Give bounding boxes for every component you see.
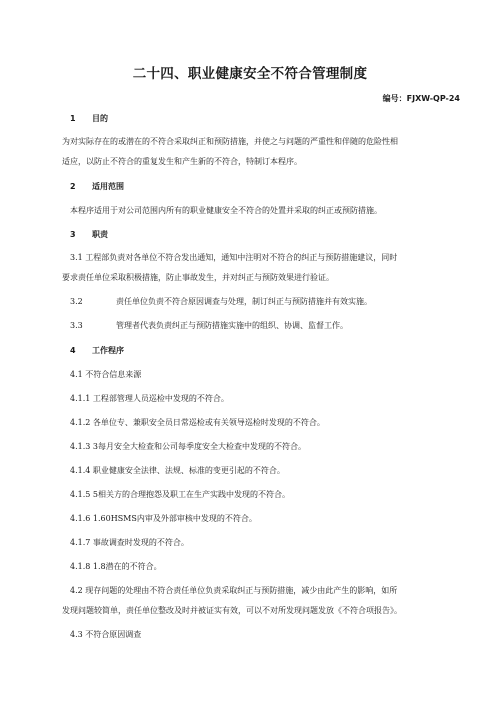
document-title: 二十四、职业健康安全不符合管理制度 <box>132 66 368 82</box>
list-item: 4.1.1 工程部管理人员巡检中发现的不符合。 <box>70 394 229 403</box>
paragraph-line: 要求责任单位采取积极措施，防止事故发生，并对纠正与预防效果进行验证。 <box>62 273 334 282</box>
paragraph-line: 本程序适用于对公司范围内所有的职业健康安全不符合的处置并采取的纠正或预防措施。 <box>70 206 382 215</box>
list-item: 4.1.4 职业健康安全法律、法规、标准的变更引起的不符合。 <box>70 466 285 475</box>
list-item <box>70 320 348 331</box>
list-item: 4.1 不符合信息来源 <box>70 370 142 379</box>
paragraph-line: 为对实际存在的或潜在的不符合采取纠正和预防措施，并使之与问题的严重性和伴随的危险性相 <box>62 137 398 146</box>
section-title: 目的 <box>92 114 108 123</box>
section-2-heading <box>70 181 124 192</box>
list-item: 4.3 不符合原因调查 <box>70 630 142 639</box>
section-title: 适用范围 <box>92 182 124 191</box>
item-number: 3.3 <box>70 321 83 330</box>
paragraph-line: 发现问题较简单，责任单位整改及时并被证实有效，可以不对所发现问题发放《不符合项报告》。 <box>62 606 402 615</box>
section-title: 职责 <box>92 230 108 239</box>
section-number: 2 <box>70 182 76 191</box>
list-item: 4.1.8 1.8潜在的不符合。 <box>70 562 162 571</box>
section-number: 4 <box>70 346 76 355</box>
item-text: 管理者代表负责纠正与预防措施实施中的组织、协调、监督工作。 <box>116 321 348 330</box>
section-title: 工作程序 <box>92 346 124 355</box>
section-number: 1 <box>70 114 76 123</box>
list-item: 4.1.3 3每月安全大检查和公司每季度安全大检查中发现的不符合。 <box>70 442 306 451</box>
list-item: 4.1.5 5相关方的合理抱怨及职工在生产实践中发现的不符合。 <box>70 490 290 499</box>
list-item: 4.1.2 各单位专、兼职安全员日常巡检或有关领导巡检时发现的不符合。 <box>70 418 325 427</box>
list-item: 4.1.7 事故调查时发现的不符合。 <box>70 538 189 547</box>
item-text: 责任单位负责不符合原因调查与处理，制订纠正与预防措施并有效实施。 <box>116 297 372 306</box>
section-number: 3 <box>70 230 76 239</box>
list-item <box>70 296 372 307</box>
item-number: 3.2 <box>70 297 83 306</box>
section-1-heading <box>70 113 108 124</box>
section-3-heading <box>70 229 108 240</box>
list-item: 4.1.6 1.60HSMS内审及外部审核中发现的不符合。 <box>70 514 257 523</box>
paragraph-line: 3.1 工程部负责对各单位不符合发出通知，通知中注明对不符合的纠正与预防措施建议，同时 <box>70 253 398 262</box>
paragraph-line: 适应，以防止不符合的重复发生和产生新的不符合，特制订本程序。 <box>62 157 302 166</box>
paragraph-line: 4.2 现存问题的处理由不符合责任单位负责采取纠正与预防措施，减少由此产生的影响，如所 <box>70 586 398 595</box>
section-4-heading <box>70 345 124 356</box>
document-code: 编号：FJXW-QP-24 <box>382 94 460 103</box>
